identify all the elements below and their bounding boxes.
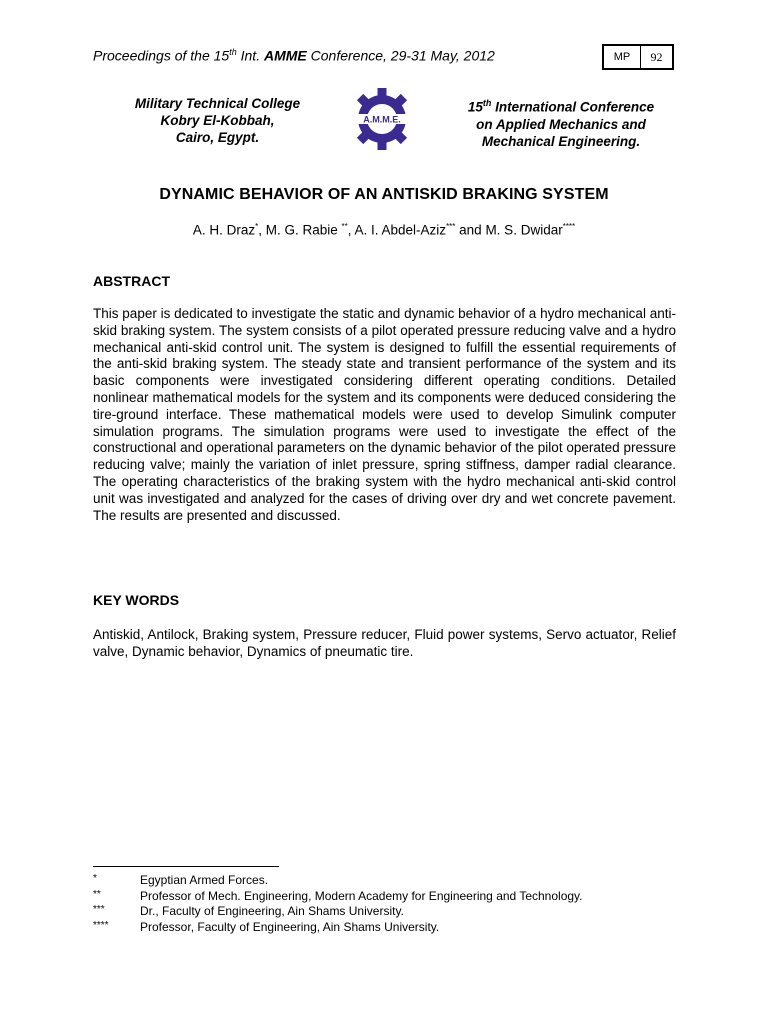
college-line-2: Kobry El-Kobbah, <box>160 113 275 128</box>
footnote-mark: * <box>93 873 97 884</box>
conference-line-1 <box>445 95 677 116</box>
conference-number: 15 <box>467 99 483 115</box>
author-name: A. I. Abdel-Aziz <box>354 222 447 238</box>
author-name: M. S. Dwidar <box>485 222 563 238</box>
footnote-text: Egyptian Armed Forces. <box>140 873 269 887</box>
footnote-mark: ** <box>93 888 101 900</box>
proceedings-suffix: Conference, 29-31 May, 2012 <box>306 47 495 64</box>
author-mark: *** <box>446 222 456 231</box>
footnote-text: Professor of Mech. Engineering, Modern Academy for Engineering and Technology. <box>140 888 583 903</box>
conference-block <box>445 95 677 150</box>
author-separator: and <box>455 222 486 238</box>
college-block <box>95 95 340 146</box>
footnote-text: Dr., Faculty of Engineering, Ain Shams University. <box>140 904 404 918</box>
amme-gear-logo <box>353 88 411 150</box>
footnote-mark: *** <box>93 904 105 915</box>
college-line-1: Military Technical College <box>134 96 301 111</box>
author-mark: ** <box>341 222 348 231</box>
author-name: A. H. Draz <box>192 222 256 238</box>
footnote <box>93 889 693 905</box>
logo-text: A.M.M.E. <box>363 114 401 125</box>
footnote-mark: **** <box>93 919 109 931</box>
footnote-divider <box>93 866 279 867</box>
proceedings-sup: th <box>229 47 237 57</box>
keywords-heading: KEY WORDS <box>93 592 180 608</box>
footnote <box>93 920 693 936</box>
author-name: M. G. Rabie <box>265 222 342 238</box>
conference-line-1-rest: International Conference <box>491 99 655 115</box>
paper-code-box <box>602 44 674 70</box>
footnotes <box>93 873 693 935</box>
proceedings-line <box>93 47 495 64</box>
proceedings-mid: Int. <box>236 47 264 64</box>
author-separator: , <box>258 222 266 238</box>
abstract-heading: ABSTRACT <box>93 273 170 289</box>
proceedings-bold: AMME <box>263 47 307 64</box>
paper-code-label: MP <box>604 46 641 68</box>
author-mark: **** <box>562 222 576 231</box>
conference-line-3: Mechanical Engineering. <box>481 133 641 149</box>
footnote <box>93 873 693 889</box>
author-mark: * <box>255 222 259 231</box>
footnote-text: Professor, Faculty of Engineering, Ain Shams University. <box>140 919 440 934</box>
conference-line-2: on Applied Mechanics and <box>476 116 646 132</box>
author-list <box>0 222 768 238</box>
conference-sup: th <box>482 98 492 108</box>
abstract-body: This paper is dedicated to investigate the static and dynamic behavior of a hydro mechanical anti-skid braking system. The system consists of a pilot operated pressure reducing valve and a hydro mechanical anti-skid control unit. The system is designed to fulfill the essential requirements of the anti-skid braking system. The steady state and transient performance of the system and its basic components were investigated considering different operating conditions. Detailed nonlinear mathematical models for the system and its components were deduced considering the tire-ground interface. These mathematical models were used to develop Simulink computer simulation programs. The simulation programs were used to investigate the effect of the constructional and operational parameters on the dynamic behavior of the pilot operated pressure reducing valve; mainly the variation of inlet pressure, spring stiffness, damper radial clearance. The operating characteristics of the braking system with the hydro mechanical anti-skid control unit was investigated and analyzed for the cases of driving over dry and wet concrete pavement. The results are presented and discussed. <box>93 306 676 523</box>
paper-code-number: 92 <box>650 49 663 64</box>
author-separator: , <box>347 222 355 238</box>
footnote <box>93 904 693 920</box>
proceedings-prefix: Proceedings of the 15 <box>93 47 230 64</box>
college-line-3: Cairo, Egypt. <box>175 130 260 145</box>
keywords-body: Antiskid, Antilock, Braking system, Pressure reducer, Fluid power systems, Servo actuator, Relief valve, Dynamic behavior, Dynamics of pneumatic tire. <box>93 627 676 659</box>
paper-title: DYNAMIC BEHAVIOR OF AN ANTISKID BRAKING SYSTEM <box>159 186 609 203</box>
